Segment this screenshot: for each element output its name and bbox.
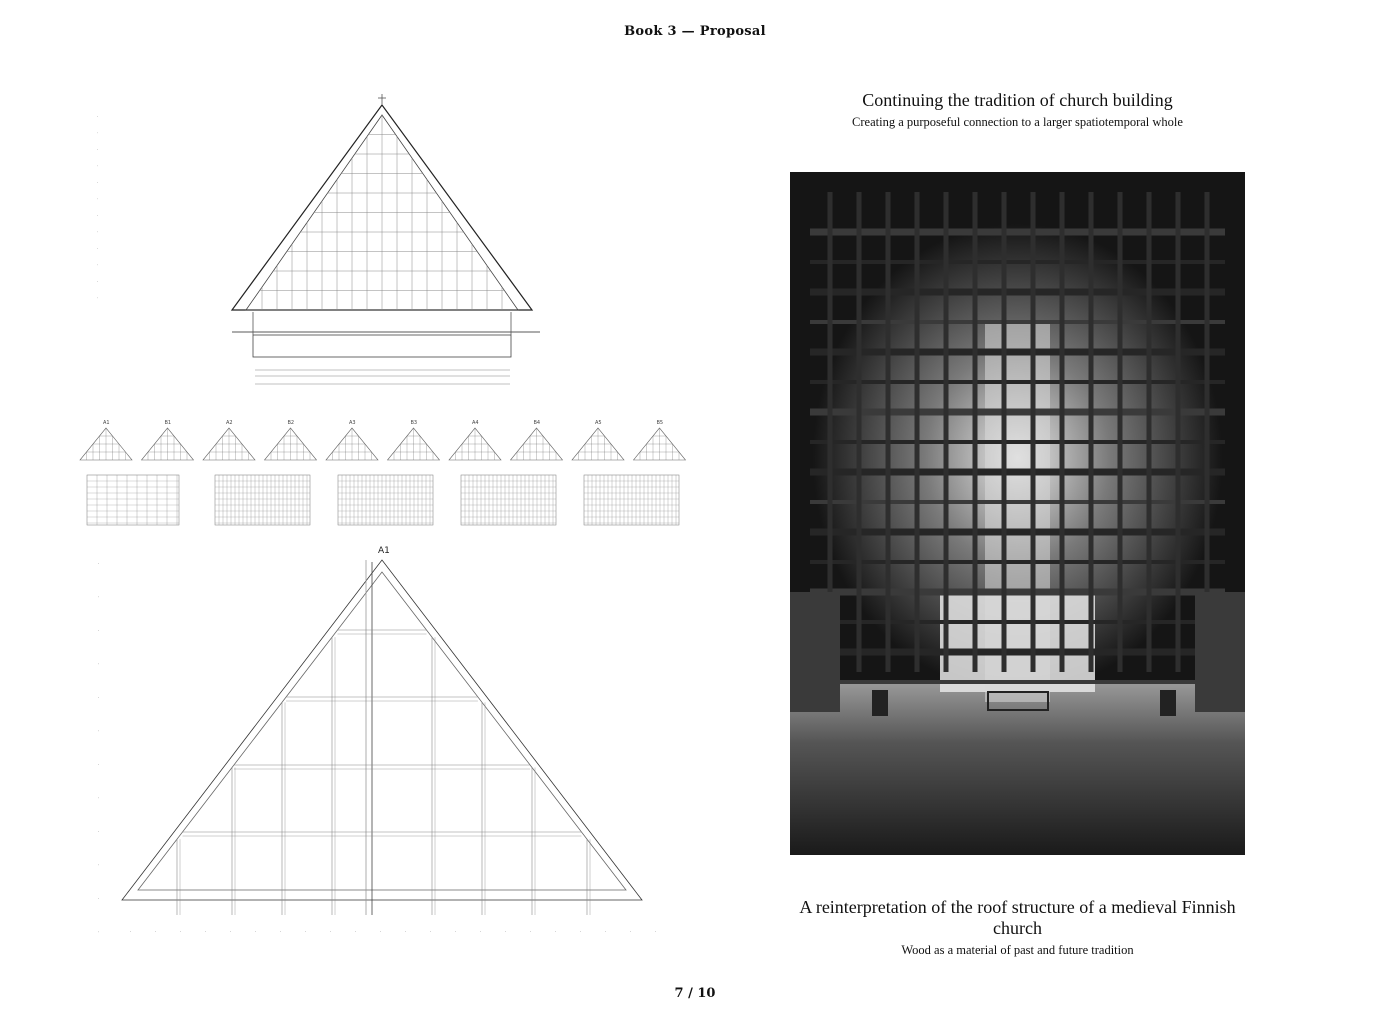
interior-render-photo xyxy=(790,172,1245,855)
section-label: B5 xyxy=(656,420,664,426)
section-label: A1 xyxy=(103,420,110,426)
church-section-elevation xyxy=(232,94,540,357)
section-label: A4 xyxy=(472,420,479,426)
svg-text:·: · xyxy=(97,279,99,284)
svg-text:·: · xyxy=(98,762,100,767)
svg-text:·: · xyxy=(555,929,557,934)
svg-text:·: · xyxy=(97,229,99,235)
svg-text:·: · xyxy=(480,929,482,934)
section-series-labels xyxy=(103,420,663,426)
svg-text:·: · xyxy=(505,929,507,934)
svg-text:·: · xyxy=(305,929,307,934)
architectural-drawings xyxy=(0,0,720,960)
svg-text:·: · xyxy=(98,561,100,566)
svg-text:·: · xyxy=(97,114,99,119)
svg-text:·: · xyxy=(98,728,100,734)
svg-text:·: · xyxy=(205,929,207,934)
svg-text:·: · xyxy=(655,929,657,934)
svg-text:·: · xyxy=(530,929,532,934)
roof-truss-detail xyxy=(122,560,642,915)
svg-text:·: · xyxy=(430,929,432,934)
section-label: B2 xyxy=(287,420,295,426)
svg-text:·: · xyxy=(97,180,99,185)
section-label: A5 xyxy=(595,420,602,426)
roof-truss-grid xyxy=(177,630,590,915)
svg-text:·: · xyxy=(280,929,282,934)
svg-text:·: · xyxy=(97,295,99,301)
top-caption-title: Continuing the tradition of church building xyxy=(862,90,1173,110)
svg-text:·: · xyxy=(98,661,100,667)
svg-text:·: · xyxy=(380,929,382,934)
svg-text:·: · xyxy=(355,929,357,934)
svg-text:·: · xyxy=(155,929,157,934)
plan-series-row xyxy=(87,475,679,525)
svg-text:·: · xyxy=(98,695,100,700)
section-label: B1 xyxy=(164,420,172,426)
section-vertical-scale xyxy=(97,114,98,301)
svg-text:·: · xyxy=(97,246,99,251)
section-label: B4 xyxy=(533,420,541,426)
bottom-caption xyxy=(780,897,1255,958)
svg-text:·: · xyxy=(97,262,99,268)
svg-text:·: · xyxy=(405,929,407,934)
bottom-caption-subtitle: Wood as a material of past and future tradition xyxy=(901,943,1134,957)
section-label: A2 xyxy=(226,420,233,426)
svg-text:·: · xyxy=(97,130,99,136)
svg-text:·: · xyxy=(98,628,100,633)
svg-text:·: · xyxy=(580,929,582,934)
svg-text:·: · xyxy=(97,163,99,169)
svg-text:·: · xyxy=(97,147,99,152)
svg-text:·: · xyxy=(130,929,132,934)
svg-text:·: · xyxy=(98,896,100,901)
top-caption-subtitle: Creating a purposeful connection to a larger spatiotemporal whole xyxy=(852,115,1183,129)
svg-text:·: · xyxy=(98,929,100,935)
svg-text:·: · xyxy=(98,594,100,600)
svg-text:·: · xyxy=(630,929,632,934)
svg-text:·: · xyxy=(97,213,99,218)
section-label: B3 xyxy=(410,420,418,426)
svg-text:·: · xyxy=(230,929,232,934)
section-timber-grid xyxy=(260,115,505,310)
section-dimension-rows xyxy=(255,370,510,384)
book-title: Book 3 — Proposal xyxy=(624,24,766,39)
svg-text:·: · xyxy=(98,862,100,868)
top-caption xyxy=(780,90,1255,130)
truss-scale-ticks xyxy=(98,561,656,935)
section-series-row xyxy=(80,428,686,460)
svg-text:·: · xyxy=(98,829,100,834)
svg-text:·: · xyxy=(455,929,457,934)
page-indicator: 7 / 10 xyxy=(674,986,716,1001)
svg-text:·: · xyxy=(98,795,100,801)
svg-text:·: · xyxy=(255,929,257,934)
svg-text:·: · xyxy=(330,929,332,934)
truss-label: A1 xyxy=(378,546,390,556)
svg-text:·: · xyxy=(180,929,182,934)
section-label: A3 xyxy=(349,420,356,426)
bottom-caption-title: A reinterpretation of the roof structure of a medieval Finnish church xyxy=(799,897,1236,938)
svg-text:·: · xyxy=(97,196,99,202)
svg-text:·: · xyxy=(605,929,607,934)
